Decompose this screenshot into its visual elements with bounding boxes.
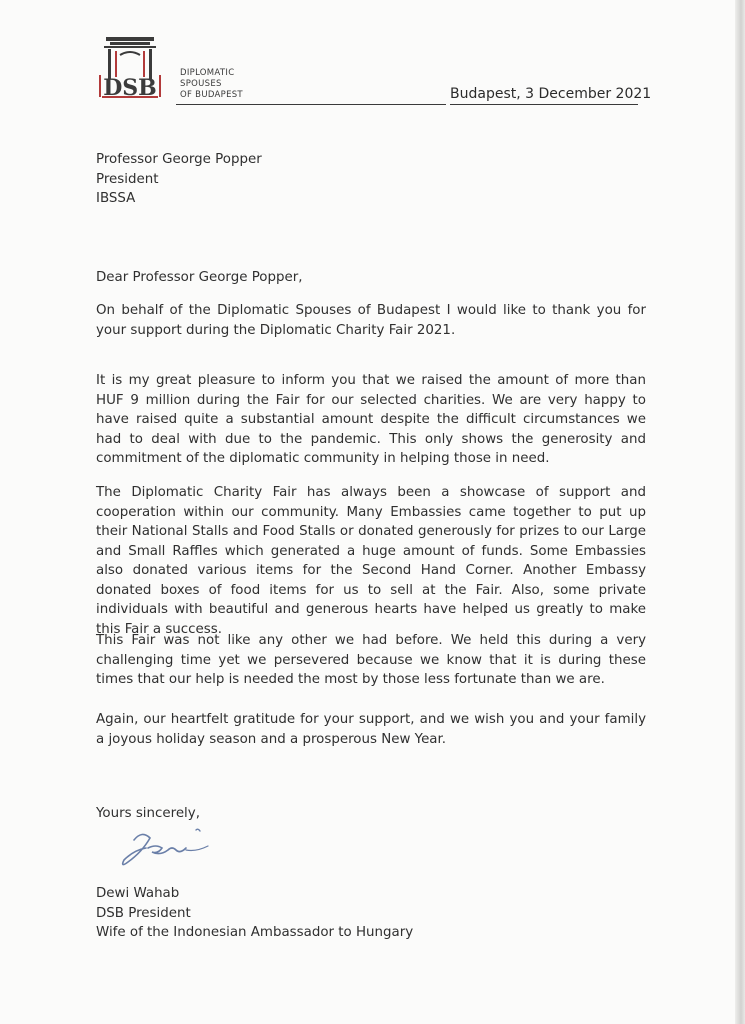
paragraph-1 <box>96 301 646 340</box>
page-edge-shadow <box>735 0 745 1024</box>
signer-name: Dewi Wahab <box>96 886 180 901</box>
paragraph-3-text: The Diplomatic Charity Fair has always been a showcase of support and cooperation within our community. Many Embassies came together to put up their National Stalls and Food Stalls or donated generously for prizes to our Large and Small Raffles which generated a huge amount of funds. Some Embassies also donated various items for the Second Hand Corner. Another Embassy donated boxes of food items for us to sell at the Fair. Also, some private individuals with beautiful and generous hearts have helped us greatly to make this Fair a success. <box>96 485 646 637</box>
closing-text: Yours sincerely, <box>96 806 200 821</box>
signer-block <box>96 884 646 943</box>
salutation <box>96 268 646 288</box>
handwritten-signature <box>112 822 222 884</box>
signer-role: DSB President <box>96 905 191 921</box>
paragraph-3 <box>96 483 646 639</box>
logo-text <box>180 68 243 101</box>
paragraph-2 <box>96 371 646 469</box>
signer-affiliation: Wife of the Indonesian Ambassador to Hungary <box>96 925 414 940</box>
recipient-address <box>96 150 646 209</box>
salutation-text: Dear Professor George Popper, <box>96 270 303 285</box>
logo-line-1: DIPLOMATIC <box>180 68 235 78</box>
closing <box>96 804 646 824</box>
svg-text:DSB: DSB <box>103 75 157 101</box>
header-rule <box>176 104 446 105</box>
paragraph-5-text: Again, our heartfelt gratitude for your support, and we wish you and your family a joyous holiday season and a prosperous New Year. <box>96 712 646 747</box>
paragraph-1-text: On behalf of the Diplomatic Spouses of Budapest I would like to thank you for your support during the Diplomatic Charity Fair 2021. <box>96 303 646 338</box>
recipient-name: Professor George Popper <box>96 152 262 167</box>
recipient-organization: IBSSA <box>96 191 136 206</box>
logo-line-2: SPOUSES <box>180 79 222 89</box>
paragraph-4 <box>96 631 646 690</box>
logo-line-3: OF BUDAPEST <box>180 90 243 100</box>
paragraph-5 <box>96 710 646 749</box>
paragraph-2-text: It is my great pleasure to inform you that we raised the amount of more than HUF 9 million during the Fair for our selected charities. We are very happy to have raised quite a substantial amount despite the difficult circumstances we had to deal with due to the pandemic. This only shows the generosity and commitment of the diplomatic community in helping those in need. <box>96 373 646 466</box>
letter-date: Budapest, 3 December 2021 <box>450 86 638 105</box>
paragraph-4-text: This Fair was not like any other we had before. We held this during a very challenging time yet we persevered because we know that it is during these times that our help is needed the most by those less fortunate than we are. <box>96 633 646 687</box>
recipient-title: President <box>96 171 159 187</box>
